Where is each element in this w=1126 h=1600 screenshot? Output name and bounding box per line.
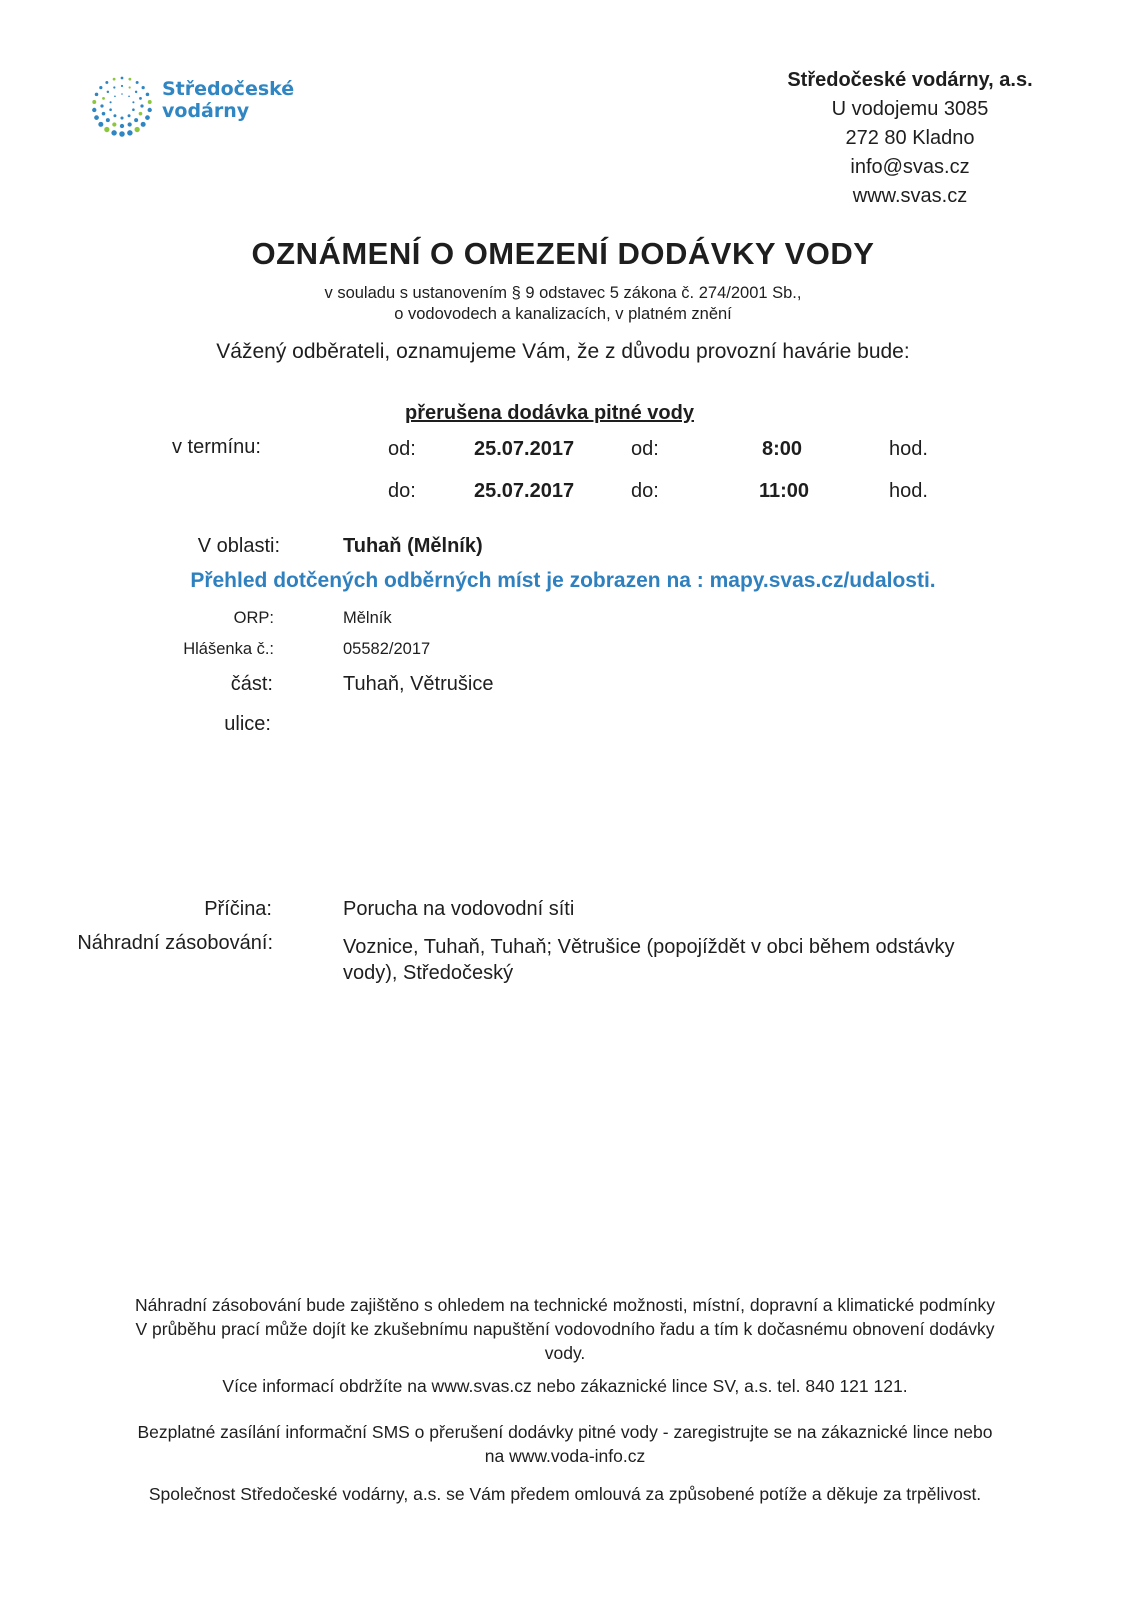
logo-dot (134, 118, 138, 122)
legal-reference-line-2: o vodovodech a kanalizacích, v platném znění (394, 305, 732, 323)
outage-headline: přerušena dodávka pitné vody (405, 402, 694, 424)
logo-dot (113, 114, 116, 117)
logo-dot (128, 95, 130, 97)
footer-p1-line-3: vody. (544, 1343, 586, 1363)
logo-wordmark (162, 78, 294, 122)
logo-dot (132, 101, 134, 103)
to-time-label: do: (631, 480, 659, 502)
logo-dot (139, 112, 143, 116)
affected-places-link[interactable]: Přehled dotčených odběrných míst je zobrazen na : mapy.svas.cz/udalosti. (190, 569, 936, 592)
logo-dot (136, 81, 139, 84)
logo-dot (92, 108, 96, 112)
logo-dot (102, 112, 106, 116)
cause-label: Příčina: (204, 898, 272, 920)
company-city: 272 80 Kladno (845, 127, 975, 149)
footer-p3-line-1: Bezplatné zasílání informační SMS o přerušení dodávky pitné vody - zaregistrujte se na zákaznické lince nebo (137, 1422, 993, 1442)
to-date-label: do: (388, 480, 416, 502)
logo-dot (135, 91, 137, 93)
notice-title: OZNÁMENÍ O OMEZENÍ DODÁVKY VODY (251, 236, 875, 271)
logo-dot (105, 81, 108, 84)
logo-dot (114, 95, 116, 97)
supply-value (343, 934, 954, 986)
logo-dot (146, 93, 150, 97)
area-label: V oblasti: (197, 535, 280, 557)
logo-dot (98, 122, 103, 127)
logo-dot (121, 85, 123, 87)
logo-dot (99, 86, 102, 89)
from-time-unit: hod. (889, 438, 928, 460)
company-name: Středočeské vodárny, a.s. (787, 69, 1033, 91)
supply-value-line-2: vody), Středočeský (343, 962, 514, 984)
logo-dot (121, 77, 124, 80)
logo-dot (111, 130, 116, 135)
logo-dot (145, 115, 150, 120)
term-label: v termínu: (172, 436, 261, 458)
logo-dot (128, 114, 131, 117)
logo-dot (129, 86, 131, 88)
to-date: 25.07.2017 (474, 480, 575, 502)
part-label: část: (230, 673, 273, 695)
logo-dot (134, 127, 139, 132)
logo-dot (107, 91, 109, 93)
footer-p1-line-2: V průběhu prací může dojít ke zkušebnímu napuštění vodovodního řadu a tím k dočasnému obnovení dodávky (135, 1319, 995, 1339)
logo-dot (120, 116, 123, 119)
logo-dot (127, 130, 132, 135)
company-email: info@svas.cz (850, 156, 970, 178)
logo-dot (119, 131, 125, 137)
logo-dot (132, 108, 135, 111)
company-web: www.svas.cz (852, 185, 968, 207)
footer-p1-line-1: Náhradní zásobování bude zajištěno s ohledem na technické možnosti, místní, dopravní a klimatické podmínky (135, 1295, 995, 1315)
logo-dot (148, 100, 152, 104)
logo-line-1: Středočeské (162, 78, 295, 100)
logo-dots-icon (86, 72, 158, 142)
logo-dot (102, 97, 105, 100)
logo-line-2: vodárny (162, 100, 250, 122)
logo-dot (113, 78, 116, 81)
orp-label: ORP: (233, 609, 274, 627)
logo-dot (128, 78, 131, 81)
orp-value: Mělník (343, 609, 392, 627)
from-date: 25.07.2017 (474, 438, 575, 460)
company-address (760, 66, 1060, 211)
from-date-label: od: (388, 438, 416, 460)
logo-dot (110, 101, 112, 103)
footer-p3-line-2: na www.voda-info.cz (484, 1446, 646, 1466)
logo-dot (140, 104, 143, 107)
report-number-label: Hlášenka č.: (183, 640, 274, 658)
from-time: 8:00 (762, 438, 803, 460)
footer-paragraph-3 (50, 1420, 1080, 1468)
cause-value: Porucha na vodovodní síti (343, 898, 575, 920)
company-logo (86, 72, 296, 142)
logo-dot (112, 122, 116, 126)
company-street: U vodojemu 3085 (831, 98, 989, 120)
footer-paragraph-4: Společnost Středočeské vodárny, a.s. se Vám předem omlouvá za způsobené potíže a děkuje za trpělivost. (148, 1484, 982, 1504)
area-value: Tuhaň (Mělník) (343, 535, 483, 557)
footer-paragraph-2: Více informací obdržíte na www.svas.cz nebo zákaznické lince SV, a.s. tel. 840 121 121. (222, 1376, 908, 1396)
logo-dot (120, 124, 124, 128)
supply-value-line-1: Voznice, Tuhaň, Tuhaň; Větrušice (popojíždět v obci během odstávky (343, 936, 955, 958)
logo-dot (121, 93, 123, 95)
part-value: Tuhaň, Větrušice (343, 673, 494, 695)
logo-dot (139, 97, 142, 100)
greeting: Vážený odběrateli, oznamujeme Vám, že z důvodu provozní havárie bude: (216, 340, 910, 363)
from-time-label: od: (631, 438, 659, 460)
logo-dot (104, 127, 109, 132)
logo-dot (148, 108, 152, 112)
to-time: 11:00 (759, 480, 810, 502)
legal-reference-line-1: v souladu s ustanovením § 9 odstavec 5 zákona č. 274/2001 Sb., (324, 284, 802, 302)
footer-paragraph-1 (50, 1293, 1080, 1365)
logo-dot (128, 122, 132, 126)
to-time-unit: hod. (889, 480, 928, 502)
logo-dot (106, 118, 110, 122)
street-label: ulice: (224, 713, 271, 735)
logo-dot (141, 122, 146, 127)
supply-label: Náhradní zásobování: (77, 932, 273, 954)
logo-dot (95, 93, 99, 97)
logo-dot (109, 108, 112, 111)
logo-dot (94, 115, 99, 120)
logo-dot (142, 86, 145, 89)
logo-dot (100, 104, 103, 107)
logo-dot (92, 100, 96, 104)
report-number-value: 05582/2017 (343, 640, 431, 658)
logo-dot (113, 86, 115, 88)
